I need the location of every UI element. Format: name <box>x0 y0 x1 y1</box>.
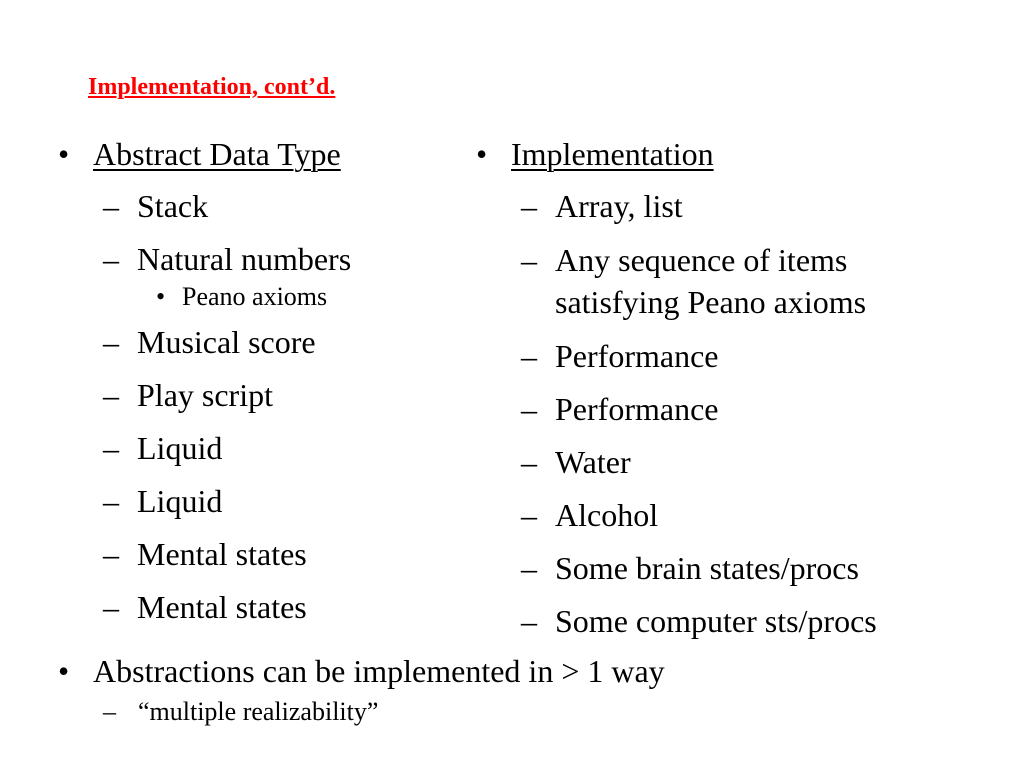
left-column <box>58 134 478 640</box>
bottom-subpoint: “multiple realizability” <box>138 697 379 726</box>
list-item <box>58 375 478 415</box>
list-item <box>58 322 478 362</box>
bullet-icon: • <box>156 282 166 311</box>
list-item-text: Some computer sts/procs <box>555 603 877 639</box>
list-item-text: Stack <box>137 188 209 224</box>
dash-icon: – <box>521 603 537 639</box>
list-item <box>58 428 478 468</box>
list-item <box>476 186 996 226</box>
list-item-text: Mental states <box>137 536 307 572</box>
list-item <box>58 239 478 279</box>
list-item-text: Mental states <box>137 589 307 625</box>
bullet-icon: • <box>476 136 488 172</box>
dash-icon: – <box>103 377 119 413</box>
dash-icon: – <box>521 391 537 427</box>
dash-icon: – <box>521 444 537 480</box>
list-item <box>476 601 996 641</box>
list-item <box>476 389 996 429</box>
dash-icon: – <box>103 430 119 466</box>
dash-icon: – <box>103 241 119 277</box>
list-item <box>476 495 996 535</box>
left-heading-item <box>58 134 478 174</box>
list-item <box>58 186 478 226</box>
bottom-subpoint-item <box>58 697 1008 727</box>
bullet-icon: • <box>58 136 70 172</box>
list-item <box>476 336 996 376</box>
list-item <box>476 239 955 323</box>
right-heading-item <box>476 134 996 174</box>
dash-icon: – <box>521 550 537 586</box>
dash-icon: – <box>103 483 119 519</box>
list-item-text: Some brain states/procs <box>555 550 859 586</box>
list-item-text: Any sequence of items satisfying Peano axioms <box>555 242 867 320</box>
list-item-text: Play script <box>137 377 273 413</box>
dash-icon: – <box>103 589 119 625</box>
right-column <box>476 134 996 654</box>
dash-icon: – <box>103 697 116 726</box>
dash-icon: – <box>103 324 119 360</box>
dash-icon: – <box>521 338 537 374</box>
list-item-text: Water <box>555 444 631 480</box>
list-item-text: Performance <box>555 391 719 427</box>
bottom-section <box>58 651 1008 727</box>
bullet-icon: • <box>58 653 70 689</box>
sub-list-item <box>58 282 478 312</box>
slide-title: Implementation, cont’d. <box>88 74 336 100</box>
sub-list-item-text: Peano axioms <box>182 282 328 311</box>
right-heading: Implementation <box>511 136 714 172</box>
dash-icon: – <box>103 188 119 224</box>
list-item <box>58 481 478 521</box>
list-item <box>476 442 996 482</box>
dash-icon: – <box>521 242 537 278</box>
left-heading: Abstract Data Type <box>93 136 341 172</box>
dash-icon: – <box>521 188 537 224</box>
list-item <box>58 534 478 574</box>
list-item <box>58 587 478 627</box>
list-item-text: Performance <box>555 338 719 374</box>
list-item-text: Musical score <box>137 324 316 360</box>
list-item <box>476 548 996 588</box>
list-item-text: Liquid <box>137 483 223 519</box>
list-item-text: Alcohol <box>555 497 659 533</box>
list-item-text: Liquid <box>137 430 223 466</box>
dash-icon: – <box>103 536 119 572</box>
list-item-text: Natural numbers <box>137 241 352 277</box>
bottom-statement: Abstractions can be implemented in > 1 way <box>93 653 665 689</box>
list-item-text: Array, list <box>555 188 683 224</box>
dash-icon: – <box>521 497 537 533</box>
bottom-statement-item <box>58 651 1008 691</box>
